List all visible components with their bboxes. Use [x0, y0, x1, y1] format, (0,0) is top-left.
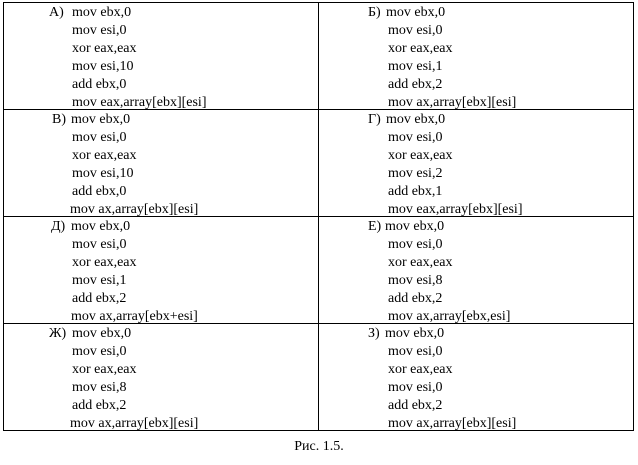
- code-line: xor eax,eax: [72, 148, 137, 163]
- code-line: mov esi,0: [388, 380, 443, 395]
- code-line: mov esi,2: [388, 166, 443, 181]
- code-line: mov ebx,0: [385, 326, 445, 341]
- code-line: xor eax,eax: [388, 148, 453, 163]
- variant-label: Б): [368, 5, 381, 20]
- code-line: mov esi,0: [388, 237, 443, 252]
- code-line: mov ebx,0: [71, 219, 131, 234]
- variant-label: З): [368, 326, 380, 341]
- code-line: mov ax,array[ebx][esi]: [388, 416, 517, 431]
- code-line: add ebx,0: [72, 184, 127, 199]
- code-line: mov esi,0: [388, 344, 443, 359]
- code-line: mov ebx,0: [71, 112, 131, 127]
- code-line: mov ax,array[ebx][esi]: [70, 202, 199, 217]
- code-line: mov ebx,0: [386, 112, 446, 127]
- code-line: mov ax,array[ebx][esi]: [70, 416, 199, 431]
- code-line: mov esi,0: [72, 344, 127, 359]
- variant-cell-e: [319, 217, 634, 324]
- code-line: mov eax,array[ebx][esi]: [72, 95, 207, 110]
- code-line: add ebx,0: [72, 77, 127, 92]
- code-line: xor eax,eax: [388, 255, 453, 270]
- code-line: add ebx,1: [388, 184, 443, 199]
- code-line: mov ax,array[ebx][esi]: [388, 95, 517, 110]
- code-line: mov ebx,0: [72, 326, 132, 341]
- variant-cell-zh: [4, 324, 319, 431]
- figure-caption: Рис. 1.5.: [294, 439, 344, 454]
- variant-label: Ж): [49, 326, 67, 341]
- variant-cell-g: [319, 110, 634, 217]
- code-line: mov esi,0: [388, 130, 443, 145]
- code-line: xor eax,eax: [72, 362, 137, 377]
- code-line: add ebx,2: [388, 77, 443, 92]
- code-line: xor eax,eax: [388, 41, 453, 56]
- code-line: xor eax,eax: [388, 362, 453, 377]
- variant-cell-b: [319, 3, 634, 110]
- variant-label: А): [49, 5, 64, 20]
- variant-cell-a: [4, 3, 319, 110]
- variants-table: [3, 2, 634, 431]
- code-line: mov ax,array[ebx+esi]: [71, 309, 198, 324]
- code-line: mov ax,array[ebx,esi]: [388, 309, 511, 324]
- variant-label: Г): [368, 112, 381, 127]
- code-line: mov ebx,0: [386, 5, 446, 20]
- code-line: mov esi,0: [72, 237, 127, 252]
- variant-label: Е): [368, 219, 382, 234]
- variant-cell-v: [4, 110, 319, 217]
- code-line: mov esi,8: [388, 273, 443, 288]
- code-line: add ebx,2: [388, 398, 443, 413]
- code-line: xor eax,eax: [72, 255, 137, 270]
- code-line: mov esi,0: [388, 23, 443, 38]
- code-line: mov esi,10: [72, 166, 134, 181]
- code-line: mov ebx,0: [72, 5, 132, 20]
- variant-cell-z: [319, 324, 634, 431]
- code-line: xor eax,eax: [72, 41, 137, 56]
- code-line: add ebx,2: [388, 291, 443, 306]
- code-line: add ebx,2: [72, 398, 127, 413]
- variant-label: Д): [51, 219, 66, 234]
- code-line: mov esi,8: [72, 380, 127, 395]
- variant-label: В): [52, 112, 66, 127]
- code-line: mov esi,0: [72, 130, 127, 145]
- code-line: mov esi,1: [72, 273, 127, 288]
- code-line: mov ebx,0: [385, 219, 445, 234]
- code-line: add ebx,2: [72, 291, 127, 306]
- code-line: mov esi,1: [388, 59, 443, 74]
- code-line: mov eax,array[ebx][esi]: [388, 202, 523, 217]
- code-line: mov esi,0: [72, 23, 127, 38]
- code-line: mov esi,10: [72, 59, 134, 74]
- variant-cell-d: [4, 217, 319, 324]
